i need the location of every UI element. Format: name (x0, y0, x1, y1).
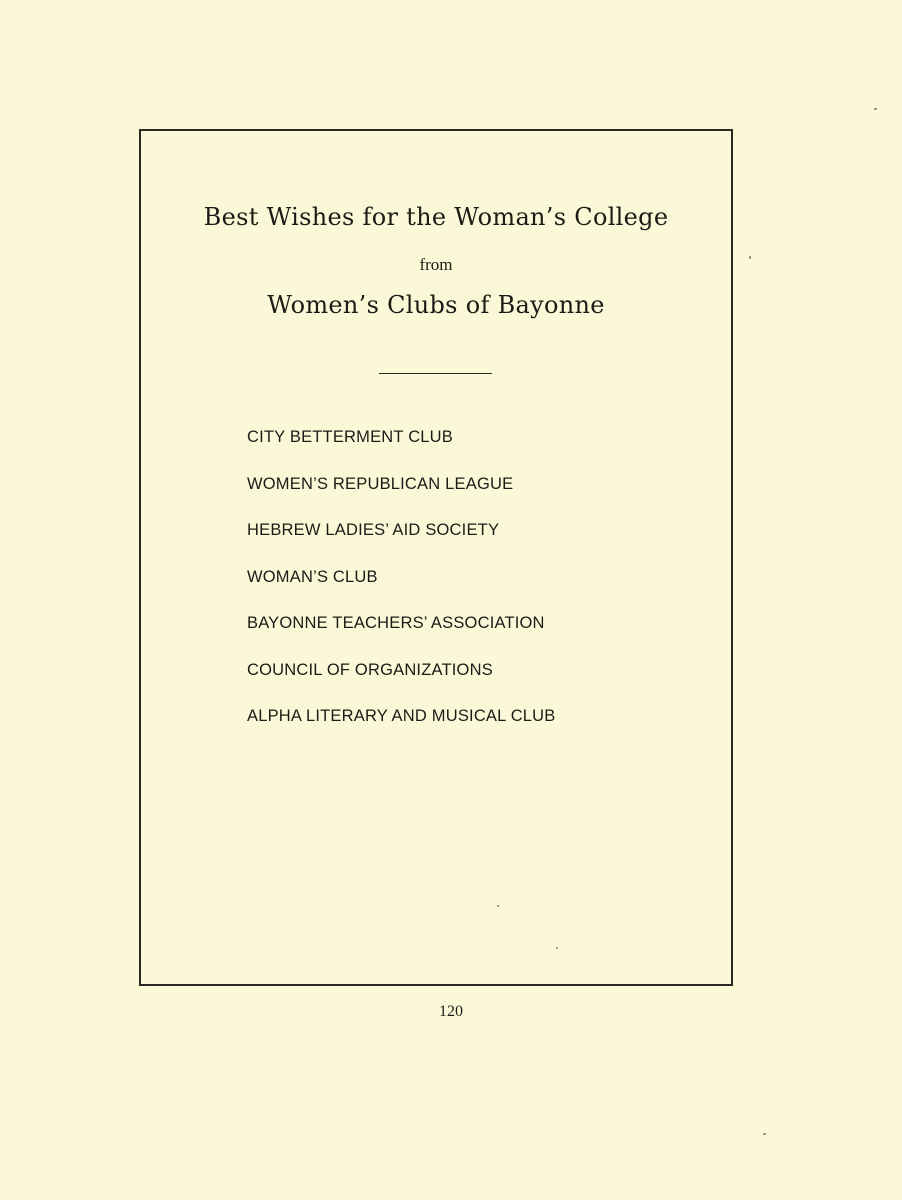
list-item: CITY BETTERMENT CLUB (247, 428, 454, 446)
paper-speck (874, 108, 877, 110)
club-list (247, 427, 556, 753)
page-number: 120 (439, 1003, 463, 1020)
list-item: HEBREW LADIES’ AID SOCIETY (247, 521, 500, 539)
list-item: ALPHA LITERARY AND MUSICAL CLUB (247, 707, 556, 725)
list-item: WOMEN’S REPUBLICAN LEAGUE (247, 474, 514, 493)
list-item: WOMAN’S CLUB (247, 567, 378, 586)
paper-speck (763, 1133, 766, 1135)
subheadline: Women’s Clubs of Bayonne (267, 291, 605, 319)
paper-speck (749, 256, 751, 259)
list-item: BAYONNE TEACHERS’ ASSOCIATION (247, 614, 545, 632)
announcement-frame (139, 129, 733, 986)
divider-rule (379, 373, 492, 374)
headline: Best Wishes for the Woman’s College (203, 203, 669, 231)
list-item: COUNCIL OF ORGANIZATIONS (247, 660, 493, 679)
from-line: from (419, 255, 453, 274)
